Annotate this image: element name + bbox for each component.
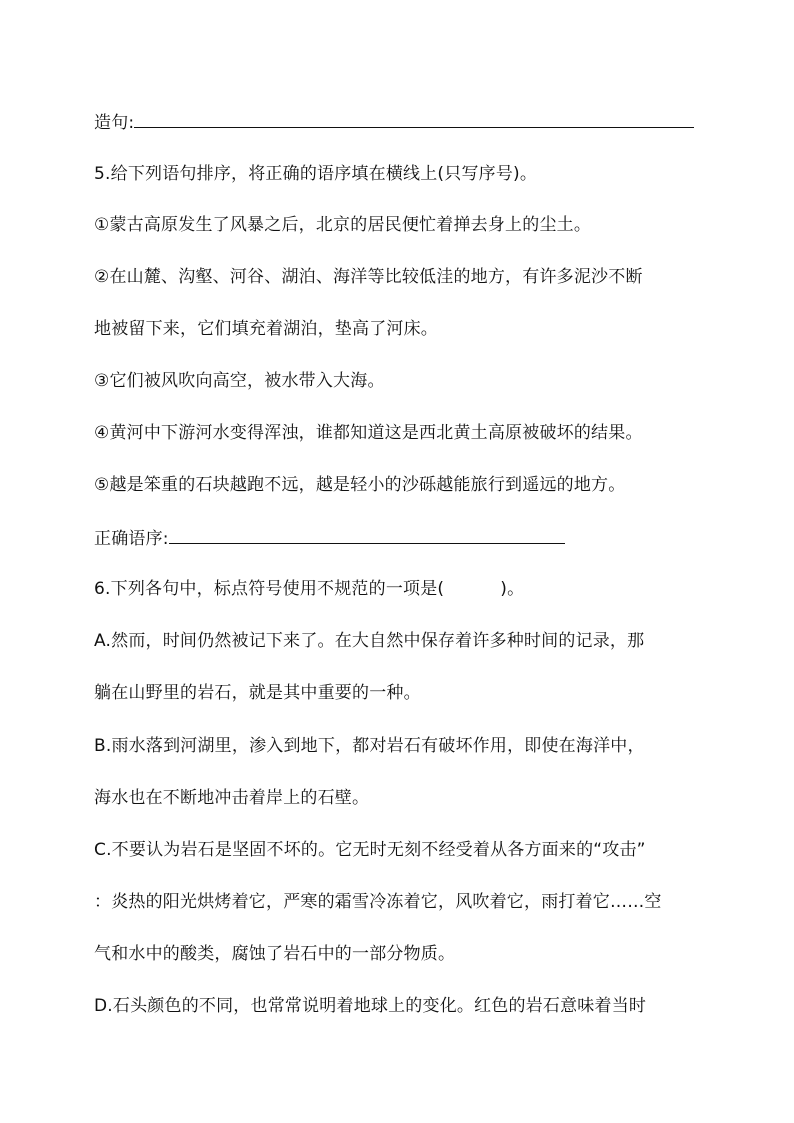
q6-option-a-continued: 躺在山野里的岩石，就是其中重要的一种。 [94, 683, 421, 703]
q5-item-continued: 地被留下来，它们填充着湖泊，垫高了河床。 [94, 319, 438, 339]
q5-item: ①蒙古高原发生了风暴之后，北京的居民便忙着掸去身上的尘土。 [94, 215, 592, 235]
q6-option-c-continued: ：炎热的阳光烘烤着它，严寒的霜雪冷冻着它，风吹着它，雨打着它……空 [94, 892, 662, 912]
q6-option-a: A.然而，时间仍然被记下来了。在大自然中保存着许多种时间的记录，那 [94, 631, 645, 651]
q6-option-b-continued: 海水也在不断地冲击着岸上的石壁。 [94, 788, 370, 808]
q6-option-c-continued: 气和水中的酸类，腐蚀了岩石中的一部分物质。 [94, 944, 456, 964]
q5-answer-label: 正确语序: [94, 529, 169, 549]
q5-item: ②在山麓、沟壑、河谷、湖泊、海洋等比较低洼的地方，有许多泥沙不断 [94, 267, 643, 287]
q5-answer-blank[interactable] [169, 527, 565, 544]
sentence-label: 造句: [94, 113, 135, 133]
q6-option-d: D.石头颜色的不同，也常常说明着地球上的变化。红色的岩石意味着当时 [94, 996, 647, 1016]
q5-item: ③它们被风吹向高空，被水带入大海。 [94, 371, 385, 391]
q6-option-c: C.不要认为岩石是坚固不坏的。它无时无刻不经受着从各方面来的“攻击” [94, 840, 646, 860]
q5-answer-line [94, 527, 565, 550]
q6-stem-text: 6.下列各句中，标点符号使用不规范的一项是( [94, 579, 445, 599]
q5-item: ④黄河中下游河水变得浑浊，谁都知道这是西北黄土高原被破坏的结果。 [94, 423, 643, 443]
q6-option-b: B.雨水落到河湖里，渗入到地下，都对岩石有破坏作用，即使在海洋中， [94, 736, 645, 756]
q6-stem-end: )。 [500, 579, 525, 599]
q6-stem [94, 578, 524, 600]
q5-item: ⑤越是笨重的石块越跑不远，越是轻小的沙砾越能旅行到遥远的地方。 [94, 475, 626, 495]
sentence-making-line [94, 111, 694, 134]
sentence-answer-blank[interactable] [134, 111, 694, 128]
q5-stem: 5.给下列语句排序，将正确的语序填在横线上(只写序号)。 [94, 164, 538, 184]
